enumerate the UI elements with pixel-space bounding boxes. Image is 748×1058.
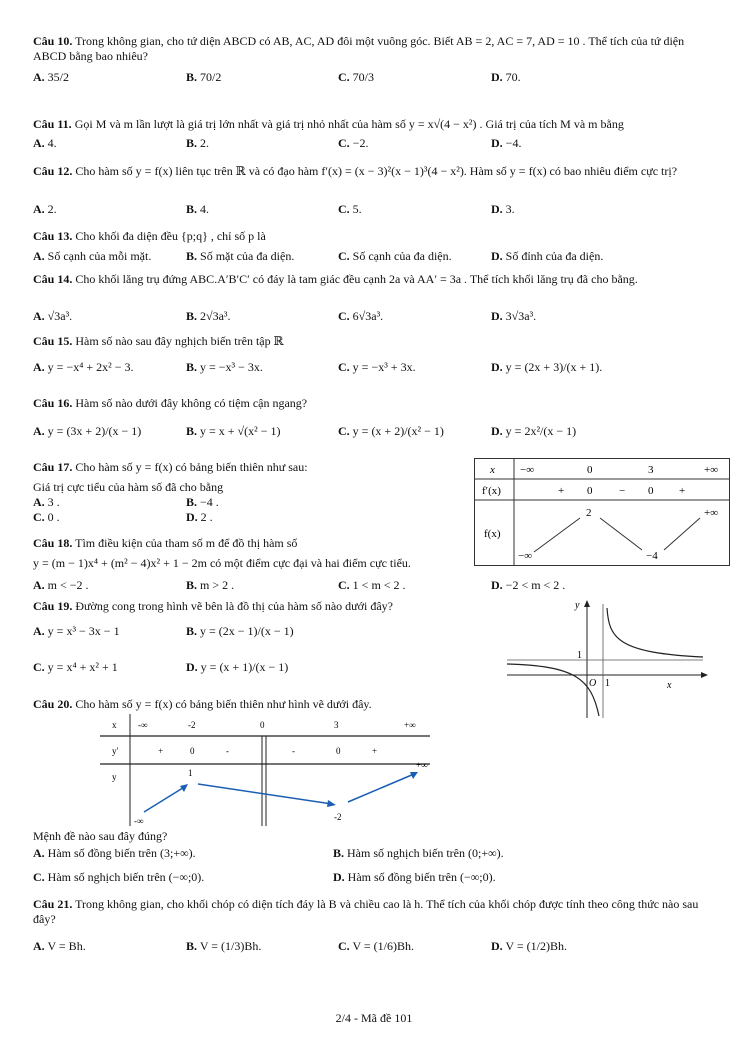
option-b: 2√3a³. <box>200 309 231 323</box>
question-16: Câu 16. Hàm số nào dưới đây không có tiệm cận ngang? <box>33 396 308 410</box>
option-c: Hàm số nghịch biến trên (−∞;0). <box>47 870 205 884</box>
vt17-fp-label: f′(x) <box>482 485 501 497</box>
question-text: Cho khối lăng trụ đứng ABC.A′B′C′ có đáy là tam giác đều cạnh 2a và AA′ = 3a . Thể tích khối lăng trụ đã cho bằng. <box>75 272 638 286</box>
question-text: Tìm điều kiện của tham số m để đồ thị hàm số <box>75 536 298 550</box>
option-b: V = (1/3)Bh. <box>199 939 262 953</box>
option-d: −4. <box>505 136 522 150</box>
option-c: 0 . <box>47 510 60 524</box>
vt20-x-label: x <box>112 720 117 730</box>
options-17-row1: A. 3 . B. −4 . <box>33 495 219 509</box>
option-a: 4. <box>47 136 57 150</box>
vt20-yp-label: y′ <box>112 746 119 756</box>
vt20-y1: +∞ <box>416 760 428 770</box>
vt17-f-label: f(x) <box>484 528 501 540</box>
options-17-row2: C. 0 . D. 2 . <box>33 510 213 524</box>
option-d: 3. <box>505 202 515 216</box>
question-20-prompt: Mệnh đề nào sau đây đúng? <box>33 829 168 843</box>
option-b: y = x + √(x² − 1) <box>200 424 281 438</box>
option-a: y = (3x + 2)/(x − 1) <box>47 424 142 438</box>
question-15: Câu 15. Hàm số nào sau đây nghịch biến trên tập ℝ <box>33 334 284 348</box>
option-a: m < −2 . <box>47 578 89 592</box>
option-b: y = −x³ − 3x. <box>200 360 263 374</box>
option-c: Số cạnh của đa diện. <box>352 249 452 263</box>
option-c: y = x⁴ + x² + 1 <box>47 660 118 674</box>
vt20-y-label: y <box>112 772 117 782</box>
option-b: Số mặt của đa diện. <box>200 249 295 263</box>
question-12: Câu 12. Cho hàm số y = f(x) liên tục trên ℝ và có đạo hàm f′(x) = (x − 3)²(x − 1)³(4 − x²). Hàm số y = f(x) có bao nhiêu điểm cực trị? <box>33 164 678 178</box>
option-b: 4. <box>200 202 210 216</box>
option-c: y = (x + 2)/(x² − 1) <box>352 424 444 438</box>
vt17-f2: −4 <box>646 550 658 562</box>
vt20-y3: -2 <box>334 812 342 822</box>
graph-y-label: y <box>575 600 580 611</box>
page-footer: 2/4 - Mã đề 101 <box>335 1011 413 1025</box>
vt20-y2: -∞ <box>134 816 144 826</box>
question-11: Câu 11. Gọi M và m lần lượt là giá trị lớn nhất và giá trị nhỏ nhất của hàm số y = x√(4 − x²) . Giá trị của tích M và m bằng <box>33 117 624 131</box>
vt20-x3: 3 <box>334 720 339 730</box>
option-b: 2. <box>200 136 210 150</box>
option-b: y = (2x − 1)/(x − 1) <box>200 624 294 638</box>
question-text: Gọi M và m lần lượt là giá trị lớn nhất và giá trị nhỏ nhất của hàm số y = x√(4 − x²) . Giá trị của tích M và m bằng <box>74 117 624 131</box>
options-21: A. V = Bh. B. V = (1/3)Bh. C. V = (1/6)Bh. D. V = (1/2)Bh. <box>33 939 568 953</box>
question-text: Trong không gian, cho khối chóp có diện tích đáy là B và chiều cao là h. Thể tích của khối chóp được tính theo công thức nào sau đây? <box>33 897 699 926</box>
option-a: 3 . <box>47 495 60 509</box>
option-a: Hàm số đồng biến trên (3;+∞). <box>47 846 196 860</box>
vt17-f0: −∞ <box>518 550 533 562</box>
question-text: Trong không gian, cho tứ diện ABCD có AB, AC, AD đôi một vuông góc. Biết AB = 2, AC = 7, AD = 10 . Thể tích của tứ diện ABCD bằng bao nhiêu? <box>33 34 685 63</box>
option-b: 70/2 <box>200 70 222 84</box>
question-text: Hàm số nào sau đây nghịch biến trên tập ℝ <box>75 334 284 348</box>
graph-origin-label: O <box>589 678 597 689</box>
vt17-x0: −∞ <box>520 464 535 476</box>
vt20-s1: 0 <box>190 746 195 756</box>
options-13: A. Số cạnh của mỗi mặt. B. Số mặt của đa diện. C. Số cạnh của đa diện. D. Số đỉnh của đa diện. <box>33 249 604 263</box>
vt20-y0: 1 <box>188 768 193 778</box>
options-19-row1: A. y = x³ − 3x − 1 B. y = (2x − 1)/(x − 1) <box>33 624 294 638</box>
question-text: Cho khối đa diện đều {p;q} , chỉ số p là <box>75 229 266 243</box>
variation-table-17 <box>474 458 730 566</box>
option-a: y = x³ − 3x − 1 <box>47 624 120 638</box>
vt20-s4: 0 <box>336 746 341 756</box>
graph-one-y: 1 <box>577 650 582 661</box>
options-18: A. m < −2 . B. m > 2 . C. 1 < m < 2 . D. −2 < m < 2 . <box>33 578 566 592</box>
option-a: y = −x⁴ + 2x² − 3. <box>47 360 134 374</box>
option-d: 2 . <box>200 510 213 524</box>
option-d: 3√3a³. <box>505 309 537 323</box>
question-13: Câu 13. Cho khối đa diện đều {p;q} , chỉ số p là <box>33 229 266 243</box>
option-d: −2 < m < 2 . <box>505 578 566 592</box>
option-a: √3a³. <box>47 309 73 323</box>
option-d: V = (1/2)Bh. <box>505 939 568 953</box>
question-text: Cho hàm số y = f(x) có bảng biến thiên như sau: <box>75 460 308 474</box>
option-c: 1 < m < 2 . <box>352 578 406 592</box>
vt17-x2: 3 <box>648 464 654 476</box>
option-b: −4 . <box>200 495 219 509</box>
question-17-prompt: Giá trị cực tiểu của hàm số đã cho bằng <box>33 480 224 494</box>
vt20-x0: -∞ <box>138 720 148 730</box>
option-c: 5. <box>352 202 362 216</box>
question-17: Câu 17. Cho hàm số y = f(x) có bảng biến thiên như sau: <box>33 460 308 474</box>
option-c: 6√3a³. <box>352 309 384 323</box>
option-b: m > 2 . <box>200 578 235 592</box>
question-19: Câu 19. Đường cong trong hình vẽ bên là đồ thị của hàm số nào dưới đây? <box>33 599 393 613</box>
option-a: 35/2 <box>47 70 70 84</box>
question-text: Hàm số nào dưới đây không có tiệm cận ngang? <box>75 396 308 410</box>
option-a: 2. <box>47 202 57 216</box>
graph-x-label: x <box>667 680 672 691</box>
options-10: A. 35/2 B. 70/2 C. 70/3 D. 70. <box>33 70 521 84</box>
question-21: Câu 21. Trong không gian, cho khối chóp có diện tích đáy là B và chiều cao là h. Thể tích của khối chóp được tính theo công thức nào sau đây? <box>33 897 699 926</box>
question-14: Câu 14. Cho khối lăng trụ đứng ABC.A′B′C′ có đáy là tam giác đều cạnh 2a và AA′ = 3a . Thể tích khối lăng trụ đã cho bằng. <box>33 272 638 286</box>
option-d: 70. <box>505 70 521 84</box>
options-20-row1: A. Hàm số đồng biến trên (3;+∞). B. Hàm số nghịch biến trên (0;+∞). <box>33 846 504 860</box>
vt20-s0: + <box>158 746 164 756</box>
vt20-x4: +∞ <box>404 720 416 730</box>
vt17-x-label: x <box>490 464 495 476</box>
vt17-s3: 0 <box>648 485 654 497</box>
vt17-x1: 0 <box>587 464 593 476</box>
options-15: A. y = −x⁴ + 2x² − 3. B. y = −x³ − 3x. C. y = −x³ + 3x. D. y = (2x + 3)/(x + 1). <box>33 360 603 374</box>
vt20-s2: - <box>226 746 229 756</box>
options-14: A. √3a³. B. 2√3a³. C. 6√3a³. D. 3√3a³. <box>33 309 537 323</box>
option-a: Số cạnh của mỗi mặt. <box>47 249 152 263</box>
vt17-s1: 0 <box>587 485 593 497</box>
options-11: A. 4. B. 2. C. −2. D. −4. <box>33 136 522 150</box>
question-18-formula: y = (m − 1)x⁴ + (m² − 4)x² + 1 − 2m có một điểm cực đại và hai điểm cực tiểu. <box>33 556 411 570</box>
option-c: V = (1/6)Bh. <box>352 939 415 953</box>
vt17-x3: +∞ <box>704 464 719 476</box>
options-16: A. y = (3x + 2)/(x − 1) B. y = x + √(x² − 1) C. y = (x + 2)/(x² − 1) D. y = 2x²/(x − 1) <box>33 424 577 438</box>
option-d: Hàm số đồng biến trên (−∞;0). <box>347 870 496 884</box>
option-d: y = (x + 1)/(x − 1) <box>200 660 289 674</box>
option-a: V = Bh. <box>47 939 86 953</box>
vt20-x2: 0 <box>260 720 265 730</box>
variation-table-20 <box>100 714 430 826</box>
question-text: Cho hàm số y = f(x) có bảng biến thiên như hình vẽ dưới đây. <box>75 697 372 711</box>
option-c: −2. <box>352 136 369 150</box>
question-20: Câu 20. Cho hàm số y = f(x) có bảng biến thiên như hình vẽ dưới đây. <box>33 697 372 711</box>
graph-one-x: 1 <box>605 678 610 689</box>
option-d: y = 2x²/(x − 1) <box>505 424 577 438</box>
vt17-f1: 2 <box>586 507 592 519</box>
vt17-s4: + <box>679 485 686 497</box>
vt20-s5: + <box>372 746 378 756</box>
option-d: Số đỉnh của đa diện. <box>505 249 604 263</box>
question-text: Cho hàm số y = f(x) liên tục trên ℝ và có đạo hàm f′(x) = (x − 3)²(x − 1)³(4 − x²). Hàm số y = f(x) có bao nhiêu điểm cực trị? <box>75 164 678 178</box>
option-c: 70/3 <box>352 70 375 84</box>
vt20-s3: - <box>292 746 295 756</box>
options-19-row2: C. y = x⁴ + x² + 1 D. y = (x + 1)/(x − 1) <box>33 660 289 674</box>
option-c: y = −x³ + 3x. <box>352 360 416 374</box>
question-label: Câu 10. <box>33 34 73 48</box>
option-b: Hàm số nghịch biến trên (0;+∞). <box>347 846 504 860</box>
option-d: y = (2x + 3)/(x + 1). <box>505 360 603 374</box>
vt17-s0: + <box>558 485 565 497</box>
vt20-x1: -2 <box>188 720 196 730</box>
vt17-f3: +∞ <box>704 507 719 519</box>
question-10 <box>33 34 718 64</box>
question-18: Câu 18. Tìm điều kiện của tham số m để đồ thị hàm số <box>33 536 298 550</box>
options-20-row2: C. Hàm số nghịch biến trên (−∞;0). D. Hàm số đồng biến trên (−∞;0). <box>33 870 496 884</box>
vt17-s2: − <box>619 485 626 497</box>
options-12: A. 2. B. 4. C. 5. D. 3. <box>33 202 515 216</box>
question-text: Đường cong trong hình vẽ bên là đồ thị của hàm số nào dưới đây? <box>75 599 393 613</box>
